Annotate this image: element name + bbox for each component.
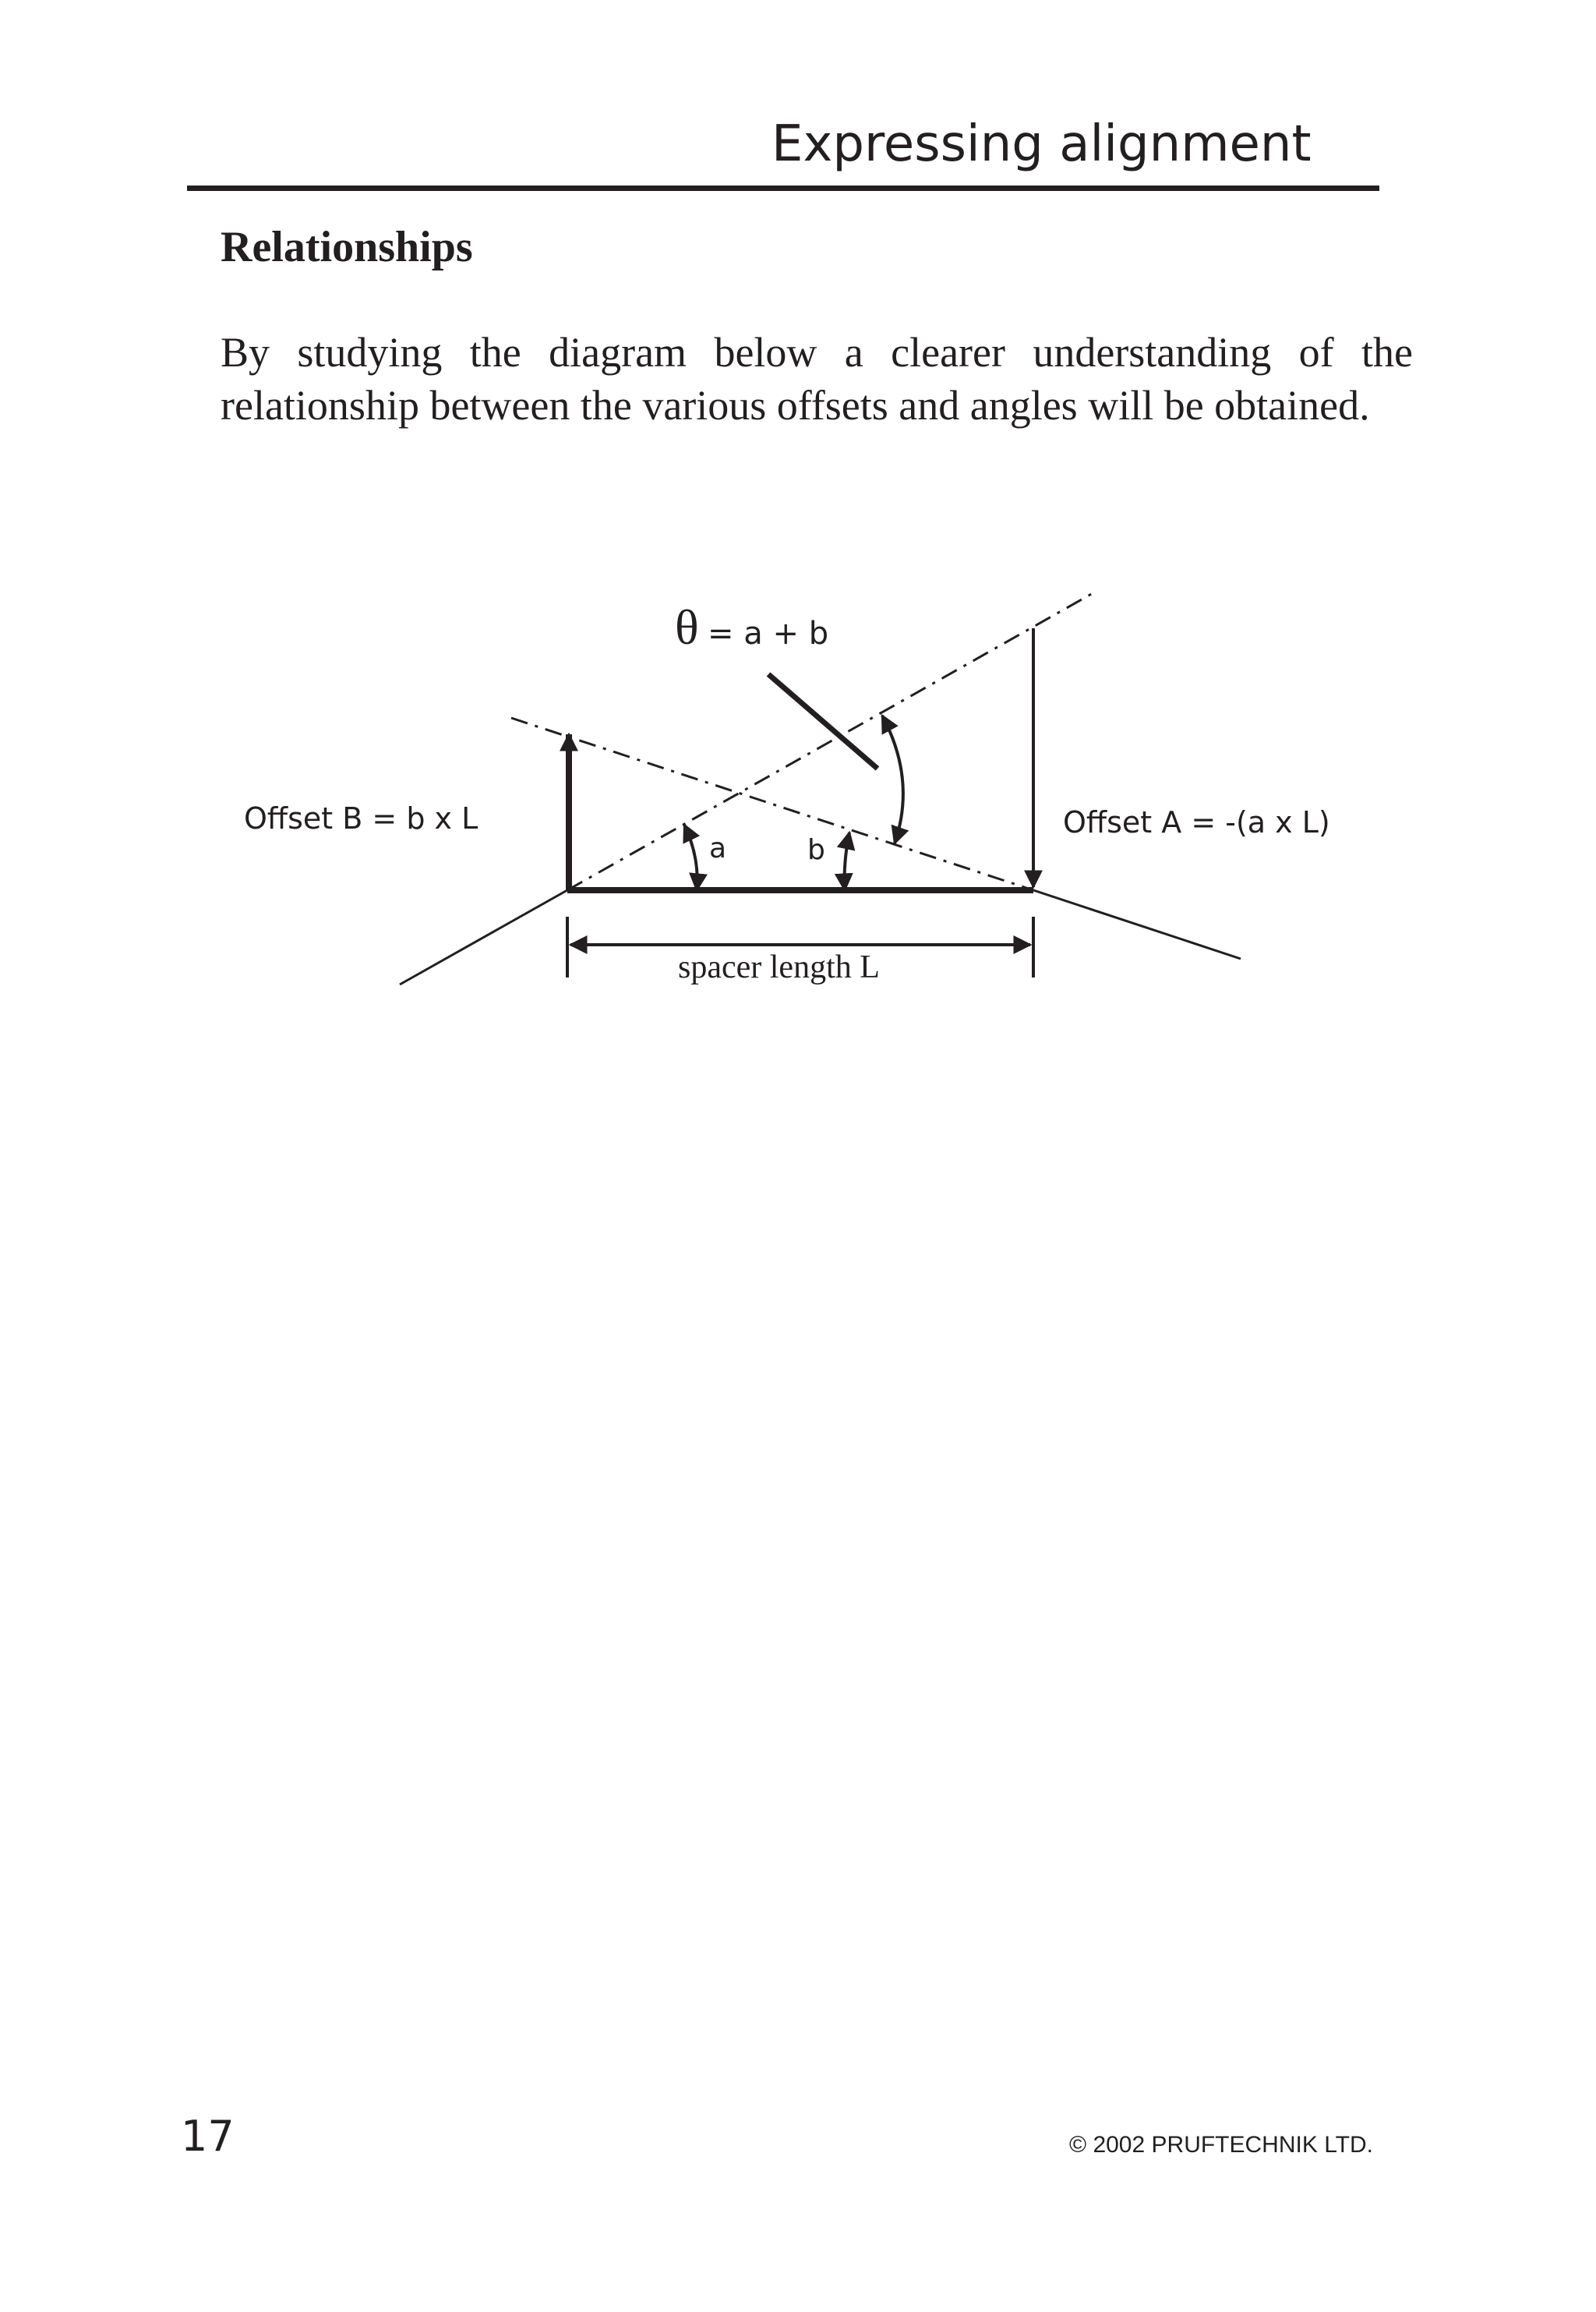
page-number: 17 bbox=[181, 2112, 235, 2161]
machine-b-centerline-solid bbox=[1033, 890, 1241, 959]
spacer-length-label: spacer length L bbox=[678, 949, 880, 985]
offset-b-label: Offset B = b x L bbox=[244, 801, 478, 836]
angle-a-arc bbox=[684, 825, 697, 890]
theta-formula-label: = a + b bbox=[708, 616, 829, 652]
theta-leader-line bbox=[768, 674, 877, 769]
copyright-notice: © 2002 PRUFTECHNIK LTD. bbox=[1069, 2132, 1373, 2158]
machine-b-centerline-dashed bbox=[511, 718, 1033, 890]
section-heading: Relationships bbox=[221, 223, 473, 271]
angle-a-label: a bbox=[709, 833, 727, 864]
theta-arc bbox=[882, 716, 903, 843]
body-paragraph: By studying the diagram below a clearer understanding of the relationship between the various offsets and angles will be obtained. bbox=[221, 329, 1413, 429]
offset-a-label: Offset A = -(a x L) bbox=[1063, 805, 1330, 840]
machine-a-centerline-dashed bbox=[567, 592, 1094, 890]
page-header-title: Expressing alignment bbox=[772, 115, 1312, 173]
machine-a-centerline-solid bbox=[400, 890, 567, 985]
angle-b-arc bbox=[845, 833, 849, 890]
angle-b-label: b bbox=[807, 834, 825, 866]
theta-symbol: θ bbox=[675, 599, 699, 655]
